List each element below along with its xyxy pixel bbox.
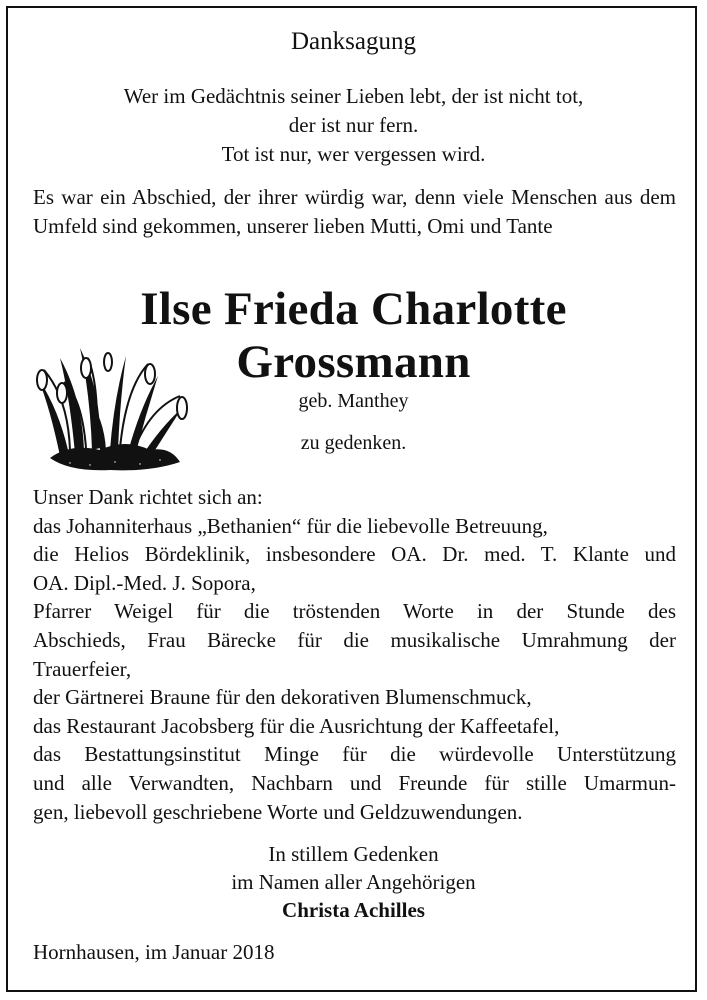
memorial-poem [0,82,707,169]
thanks-line: Unser Dank richtet sich an: [33,485,263,509]
signature-block [0,840,707,924]
notice-heading: Danksagung [291,28,416,55]
signature-line: In stillem Gedenken [268,842,439,866]
thanks-line: der Gärtnerei Braune für den dekorativen Blumenschmuck, [33,685,532,710]
signature-line: im Namen aller Angehörigen [231,870,476,894]
remembrance-text: zu gedenken. [300,432,407,454]
thanks-line: Pfarrer Weigel für die tröstenden Worte in der Stunde des [33,599,676,624]
signature-name: Christa Achilles [282,898,425,922]
deceased-name-line1: Ilse Frieda Charlotte [140,283,567,335]
thanks-line: OA. Dipl.-Med. J. Sopora, [33,570,256,595]
thanks-line: die Helios Bördeklinik, insbesondere OA. Dr. med. T. Klante und [33,542,676,567]
place-date: Hornhausen, im Januar 2018 [33,940,275,964]
thanks-line: das Johanniterhaus „Bethanien“ für die liebevolle Betreuung, [33,513,548,538]
poem-line: der ist nur fern. [288,113,419,137]
thanks-line: Trauerfeier, [33,656,132,681]
thanks-line: das Restaurant Jacobsberg für die Ausrichtung der Kaffeetafel, [33,713,560,738]
thanks-section [33,483,676,826]
thanks-line: Abschieds, Frau Bärecke für die musikalische Umrahmung der [33,627,676,652]
poem-line: Wer im Gedächtnis seiner Lieben lebt, der ist nicht tot, [123,84,584,108]
thanks-line: gen, liebevoll geschriebene Worte und Geldzuwendungen. [33,799,523,824]
birth-name: geb. Manthey [298,390,409,412]
thanks-line: und alle Verwandten, Nachbarn und Freunde für stille Umarmun- [33,770,676,795]
intro-paragraph: Es war ein Abschied, der ihrer würdig war, denn viele Menschen aus dem Umfeld sind gekommen, unserer lieben Mutti, Omi und Tante [33,185,676,238]
poem-line: Tot ist nur, wer vergessen wird. [221,142,486,166]
thanks-line: das Bestattungsinstitut Minge für die würdevolle Unterstützung [33,742,676,767]
deceased-name-line2: Grossmann [236,336,471,388]
